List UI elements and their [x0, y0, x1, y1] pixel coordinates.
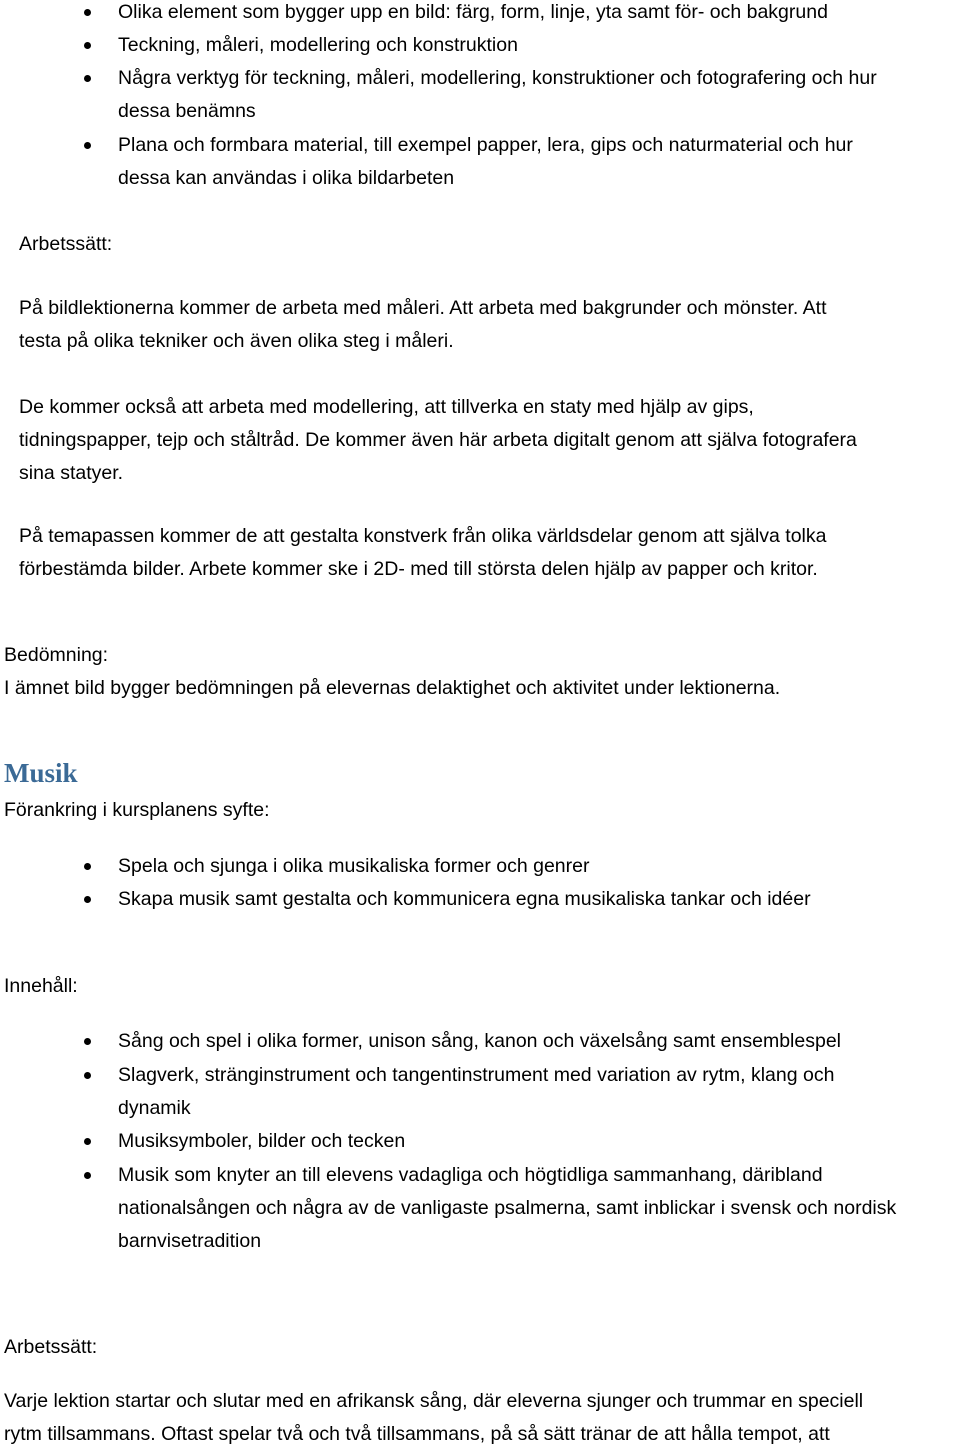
musik-innehall-item-line: nationalsången och några av de vanligaste psalmerna, samt inblickar i svensk och nordisk — [118, 1197, 897, 1219]
musik-syfte-item-line: Spela och sjunga i olika musikaliska former och genrer — [118, 855, 590, 877]
section-heading: Arbetssätt: — [19, 233, 113, 255]
bild-content-bullet-dot — [84, 42, 91, 49]
section-title-musik: Musik — [4, 758, 78, 788]
section-heading: Bedömning: — [4, 644, 109, 666]
musik-innehall-item-line: Musiksymboler, bilder och tecken — [118, 1130, 406, 1152]
paragraph-line: rytm tillsammans. Oftast spelar två och två tillsammans, på så sätt tränar de att hålla tempot, att — [4, 1423, 830, 1445]
paragraph-line: sina statyer. — [19, 462, 124, 484]
bild-content-bullet-dot — [84, 75, 91, 82]
musik-syfte-bullet-dot — [84, 863, 91, 870]
bild-content-item-line: Plana och formbara material, till exempel papper, lera, gips och naturmaterial och hur — [118, 134, 853, 156]
musik-innehall-item-line: Sång och spel i olika former, unison sång, kanon och växelsång samt ensemblespel — [118, 1030, 842, 1052]
paragraph-line: I ämnet bild bygger bedömningen på elevernas delaktighet och aktivitet under lektionerna. — [4, 677, 781, 699]
musik-innehall-item-line: Slagverk, stränginstrument och tangentinstrument med variation av rytm, klang och — [118, 1064, 835, 1086]
paragraph-line: testa på olika tekniker och även olika steg i måleri. — [19, 330, 454, 352]
musik-innehall-bullet-dot — [84, 1072, 91, 1079]
musik-innehall-item-line: dynamik — [118, 1097, 191, 1119]
bild-content-item-line: Olika element som bygger upp en bild: färg, form, linje, yta samt för- och bakgrund — [118, 1, 828, 23]
bild-content-item-line: Teckning, måleri, modellering och konstruktion — [118, 34, 518, 56]
section-heading: Arbetssätt: — [4, 1336, 98, 1358]
musik-innehall-bullet-dot — [84, 1172, 91, 1179]
bild-content-item-line: Några verktyg för teckning, måleri, modellering, konstruktioner och fotografering och hur — [118, 67, 877, 89]
musik-syfte-item-line: Skapa musik samt gestalta och kommunicera egna musikaliska tankar och idéer — [118, 888, 811, 910]
paragraph-line: De kommer också att arbeta med modellering, att tillverka en staty med hjälp av gips, — [19, 396, 754, 418]
bild-content-item-line: dessa benämns — [118, 100, 256, 122]
bild-content-item-line: dessa kan användas i olika bildarbeten — [118, 167, 455, 189]
musik-syfte-bullet-dot — [84, 896, 91, 903]
paragraph-line: tidningspapper, tejp och ståltråd. De kommer även här arbeta digitalt genom att själva fotografera — [19, 429, 857, 451]
musik-innehall-bullet-dot — [84, 1038, 91, 1045]
bild-content-bullet-dot — [84, 9, 91, 16]
paragraph-line: förbestämda bilder. Arbete kommer ske i 2D- med till största delen hjälp av papper och kritor. — [19, 558, 818, 580]
musik-innehall-bullet-dot — [84, 1138, 91, 1145]
bild-content-bullet-dot — [84, 142, 91, 149]
paragraph-line: På temapassen kommer de att gestalta konstverk från olika världsdelar genom att själva tolka — [19, 525, 827, 547]
paragraph-line: På bildlektionerna kommer de arbeta med måleri. Att arbeta med bakgrunder och mönster. Att — [19, 297, 827, 319]
musik-innehall-item-line: Musik som knyter an till elevens vadagliga och högtidliga sammanhang, däribland — [118, 1164, 823, 1186]
paragraph-line: Varje lektion startar och slutar med en afrikansk sång, där eleverna sjunger och trummar en speciell — [4, 1390, 864, 1412]
musik-innehall-item-line: barnvisetradition — [118, 1230, 262, 1252]
section-heading: Innehåll: — [4, 975, 78, 997]
section-heading: Förankring i kursplanens syfte: — [4, 799, 270, 821]
